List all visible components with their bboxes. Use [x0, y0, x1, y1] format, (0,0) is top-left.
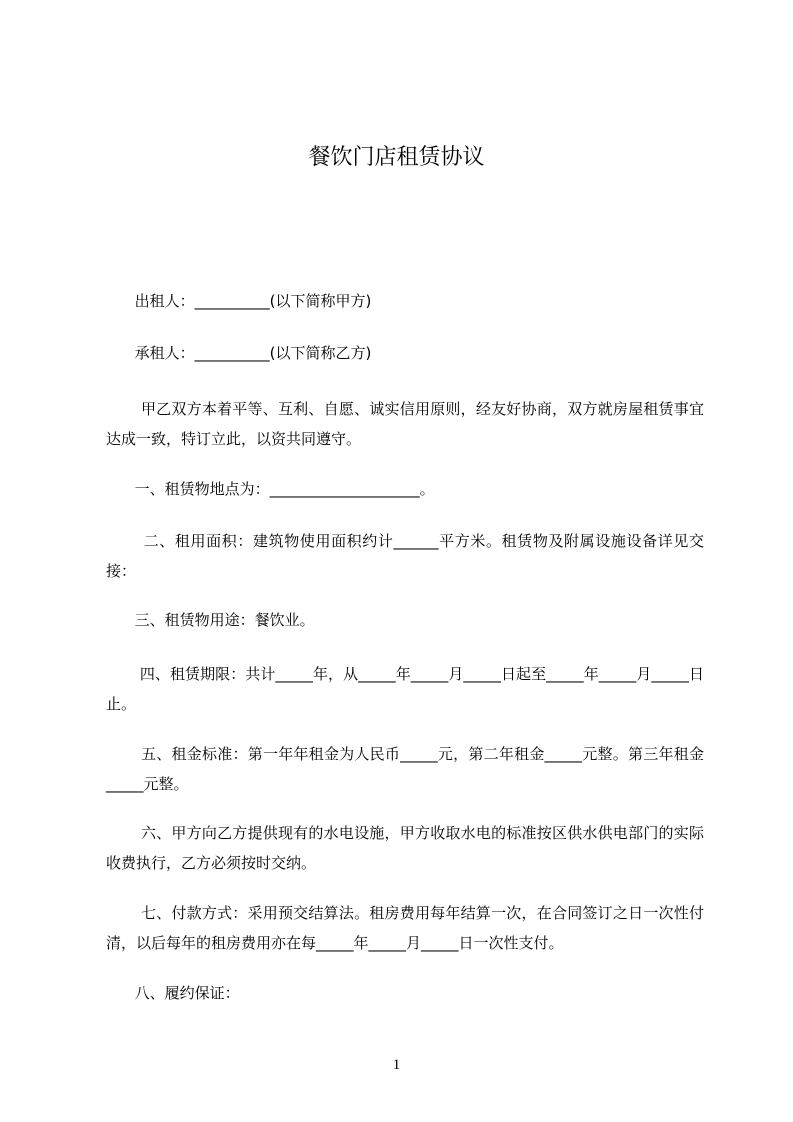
- paragraph-clause-1-location: 一、租赁物地点为：____________________。: [106, 480, 435, 498]
- paragraph-clause-4-term: 四、租赁期限：共计_____年，从_____年_____月_____日起至_____年_____月_____日止。: [106, 665, 704, 713]
- paragraph-clause-7-payment: 七、付款方式：采用预交结算法。租房费用每年结算一次，在合同签订之日一次性付清，以后每年的租房费用亦在每_____年_____月_____日一次性支付。: [106, 904, 704, 952]
- page-number: 1: [392, 1057, 401, 1073]
- paragraph-lessee: 承租人：__________(以下简称乙方): [106, 344, 372, 362]
- paragraph-preamble: 甲乙双方本着平等、互利、自愿、诚实信用原则，经友好协商，双方就房屋租赁事宜达成一致，特订立此，以资共同遵守。: [106, 400, 704, 448]
- paragraph-clause-5-rent: 五、租金标准：第一年年租金为人民币_____元，第二年租金_____元整。第三年租金_____元整。: [106, 745, 704, 793]
- paragraph-lessor: 出租人：__________(以下简称甲方): [106, 292, 372, 310]
- paragraph-clause-3-use: 三、租赁物用途：餐饮业。: [106, 611, 315, 629]
- paragraph-clause-8-guarantee: 八、履约保证：: [106, 984, 240, 1002]
- paragraph-clause-2-area: 二、租用面积：建筑物使用面积约计______平方米。租赁物及附属设施设备详见交接：: [106, 532, 704, 580]
- document-title: 餐饮门店租赁协议: [308, 145, 485, 170]
- paragraph-clause-6-utilities: 六、甲方向乙方提供现有的水电设施，甲方收取水电的标准按区供水供电部门的实际收费执行，乙方必须按时交纳。: [106, 824, 704, 872]
